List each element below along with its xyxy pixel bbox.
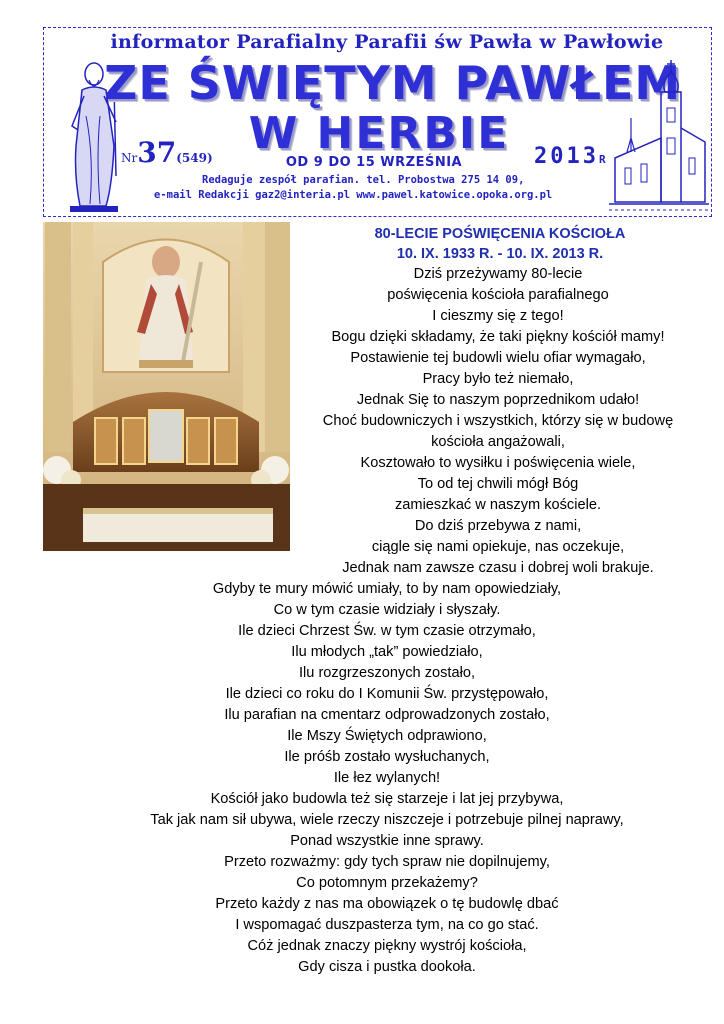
masthead-tagline: informator Parafialny Parafii św Pawła w Pawłowie [110,31,664,53]
poem-line: Postawienie tej budowli wielu ofiar wymagało, [350,350,646,366]
poem-line: Jednak nam zawsze czasu i dobrej woli brakuje. [342,560,654,576]
issue-number-value: 37 [137,136,177,169]
church-illustration [609,58,709,216]
poem-line: poświęcenia kościoła parafialnego [387,287,609,303]
poem-line: zamieszkać w naszym kościele. [395,497,601,513]
masthead-title-line2: W HERBIE [248,108,510,159]
poem-line: Ponad wszystkie inne sprawy. [290,833,484,849]
poem-line: Do dziś przebywa z nami, [414,518,582,534]
issue-year-suffix: R [598,153,606,166]
issue-year [534,144,606,169]
poem-line: Co w tym czasie widziały i słyszały. [273,602,501,618]
poem-line: Cóż jednak znaczy piękny wystrój kościoła, [247,938,527,954]
poem-line: Ile łez wylanych! [333,770,441,786]
masthead [43,27,712,217]
poem-line: Tak jak nam sił ubywa, wiele rzeczy niszczeje i potrzebuje pilnej naprawy, [150,812,624,828]
issue-prefix: Nr [121,151,138,165]
poem-line: Ile próśb zostało wysłuchanych, [284,749,490,765]
poem-line: Kosztowało to wysiłku i poświęcenia wiele, [360,455,636,471]
poem-line: Ile dzieci co roku do I Komunii Św. przystępowało, [225,686,549,702]
contact-line-2: e-mail Redakcji gaz2@interia.pl www.pawel.katowice.opoka.org.pl [154,189,553,201]
poem-line: Gdy cisza i pustka dookoła. [298,959,476,975]
poem-line: Pracy było też niemało, [422,371,574,387]
poem-line: Gdyby te mury mówić umiały, to by nam opowiedziały, [212,581,562,597]
issue-year-value: 2013 [534,144,599,169]
issue-number [121,136,213,169]
poem-line: Ilu rozgrzeszonych zostało, [298,665,476,681]
poem-line: ciągle się nami opiekuje, nas oczekuje, [371,539,625,555]
poem-line: Co potomnym przekażemy? [296,875,478,891]
issue-sub: (549) [176,151,213,165]
poem-line: Jednak Się to naszym poprzednikom udało! [356,392,640,408]
poem-line: Przeto rozważmy: gdy tych spraw nie dopilnujemy, [224,854,550,870]
poem-line: Bogu dzięki składamy, że taki piękny kościół mamy! [331,329,665,345]
article-title: 80-LECIE POŚWIĘCENIA KOŚCIOŁA [374,226,626,242]
article-subtitle-dates: 10. IX. 1933 R. - 10. IX. 2013 R. [396,246,604,262]
issue-dates: OD 9 DO 15 WRZEŚNIA [285,155,463,170]
poem-line: Ile Mszy Świętych odprawiono, [287,728,487,744]
poem-line: Dziś przeżywamy 80-lecie [413,266,583,282]
altar-photo [43,222,290,551]
contact-line-1: Redaguje zespół parafian. tel. Probostwa 275 14 09, [202,174,525,186]
poem-line: Ile dzieci Chrzest Św. w tym czasie otrzymało, [238,623,536,639]
poem-line: I wspomagać duszpasterza tym, na co go stać. [235,917,539,933]
poem-line: Choć budowniczych i wszystkich, którzy się w budowę [322,413,674,429]
poem-line: To od tej chwili mógł Bóg [417,476,579,492]
poem-line: Przeto każdy z nas ma obowiązek o tę budowlę dbać [215,896,559,912]
poem-line: Ilu młodych „tak” powiedziało, [291,644,483,660]
poem-line: I cieszmy się z tego! [432,308,564,324]
masthead-title-line1: ZE ŚWIĘTYM PAWŁEM [104,56,682,110]
altar-photo-image [43,222,290,551]
poem-line: Kościół jako budowla też się starzeje i lat jej przybywa, [210,791,564,807]
poem-line: kościoła angażowali, [431,434,565,450]
poem-line: Ilu parafian na cmentarz odprowadzonych zostało, [224,707,550,723]
